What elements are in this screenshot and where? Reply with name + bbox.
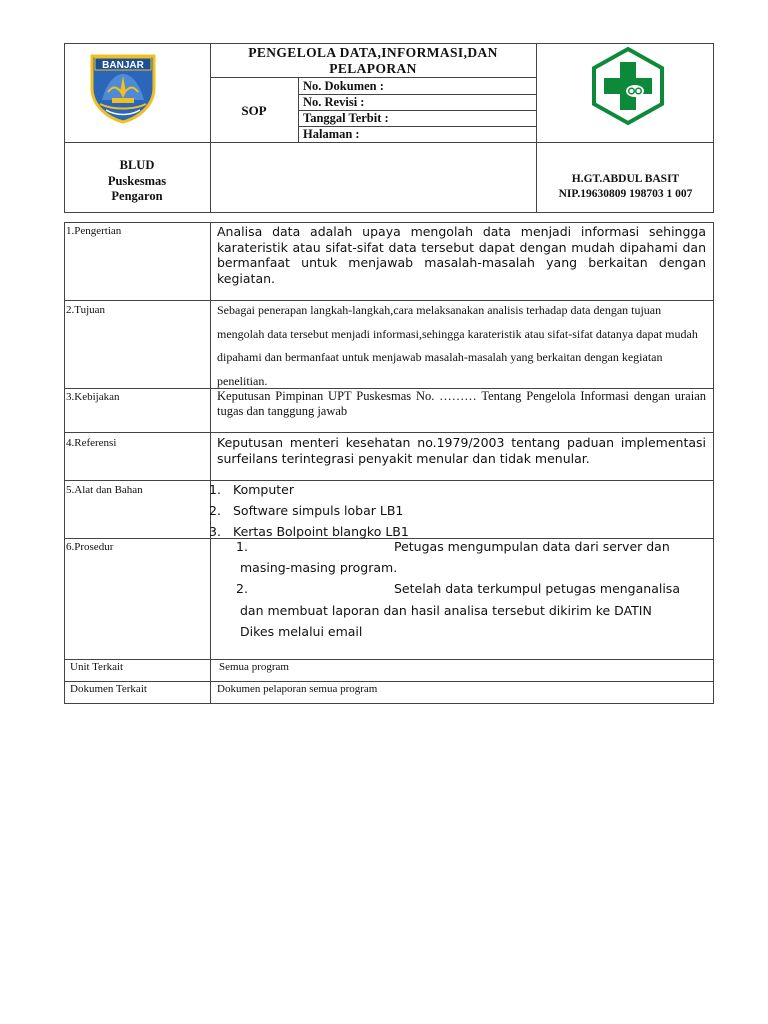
divider xyxy=(64,659,714,660)
signer-name: H.GT.ABDUL BASIT xyxy=(571,173,680,185)
section-label-referensi: 4.Referensi xyxy=(66,437,117,449)
section-text-tujuan: Sebagai penerapan langkah-langkah,cara melaksanakan analisis terhadap data dengan tujuan mengolah data tersebut menjadi informasi,sehingga karateristik atau sifat-sifat datanya dapat mudah dipahami dan bermanfaat untuk menjawab masalah-masalah yang berkaitan dengan kegiatan penelitian. xyxy=(217,303,698,388)
divider xyxy=(64,480,714,481)
org-line-3: Pengaron xyxy=(111,189,163,203)
step-text: Petugas mengumpulan data dari server dan xyxy=(394,539,670,554)
section-text-kebijakan: Keputusan Pimpinan UPT Puskesmas No. ……… Tentang Pengelola Informasi dengan uraian tugas dan tanggung jawab xyxy=(217,389,706,418)
title-line-2: PELAPORAN xyxy=(329,61,417,76)
no-revisi-field: No. Revisi : xyxy=(303,95,365,109)
divider xyxy=(210,77,536,78)
section-text-pengertian: Analisa data adalah upaya mengolah data menjadi informasi sehingga karateristik atau sifat-sifat data tersebut dapat dengan mudah dipahami dan bermanfaat untuk menjawab masalah-masalah yang berkaitan dengan kegiatan. xyxy=(217,224,706,286)
org-line-2: Puskesmas xyxy=(107,173,167,188)
list-item-number: 1. xyxy=(209,482,221,497)
step-number: 2. xyxy=(236,581,248,596)
list-item: Komputer xyxy=(233,482,294,497)
divider xyxy=(64,432,714,433)
no-dokumen-field: No. Dokumen : xyxy=(303,79,384,93)
section-label-alat: 5.Alat dan Bahan xyxy=(66,484,143,496)
divider xyxy=(210,222,211,704)
sop-label: SOP xyxy=(241,103,267,118)
step-text: masing-masing program. xyxy=(240,560,398,575)
banjar-emblem-logo xyxy=(88,54,158,124)
step-text: Setelah data terkumpul petugas menganalisa xyxy=(394,581,680,596)
organization-block xyxy=(64,158,210,205)
signature-block xyxy=(537,172,714,202)
org-line-1: BLUD xyxy=(119,158,155,172)
section-label-unit-terkait: Unit Terkait xyxy=(70,661,124,673)
tanggal-terbit-field: Tanggal Terbit : xyxy=(303,111,389,125)
divider xyxy=(64,142,714,143)
section-label-dokumen-terkait: Dokumen Terkait xyxy=(70,683,147,695)
list-item-number: 2. xyxy=(209,503,221,518)
emblem-text: BANJAR xyxy=(102,60,144,71)
section-text-referensi: Keputusan menteri kesehatan no.1979/2003 tentang paduan implementasi surfeilans terintegrasi penyakit menular dan tidak menular. xyxy=(217,435,706,466)
section-label-kebijakan: 3.Kebijakan xyxy=(66,391,120,403)
section-label-tujuan: 2.Tujuan xyxy=(66,304,106,316)
divider xyxy=(64,681,714,682)
title-line-1: PENGELOLA DATA,INFORMASI,DAN xyxy=(248,45,498,60)
list-item-number: 3. xyxy=(209,524,221,539)
step-text: Dikes melalui email xyxy=(240,624,363,639)
section-label-prosedur: 6.Prosedur xyxy=(66,541,114,553)
signer-nip: NIP.19630809 198703 1 007 xyxy=(558,188,693,200)
document-title xyxy=(210,45,536,77)
section-label-pengertian: 1.Pengertian xyxy=(66,225,122,237)
step-number: 1. xyxy=(236,539,248,554)
section-text-unit-terkait: Semua program xyxy=(219,661,289,673)
list-item: Software simpuls lobar LB1 xyxy=(233,503,404,518)
health-cross-logo xyxy=(589,46,667,126)
list-item: Kertas Bolpoint blangko LB1 xyxy=(233,524,409,539)
halaman-field: Halaman : xyxy=(303,127,360,141)
step-text: dan membuat laporan dan hasil analisa tersebut dikirim ke DATIN xyxy=(240,603,652,618)
section-text-dokumen-terkait: Dokumen pelaporan semua program xyxy=(217,683,378,695)
